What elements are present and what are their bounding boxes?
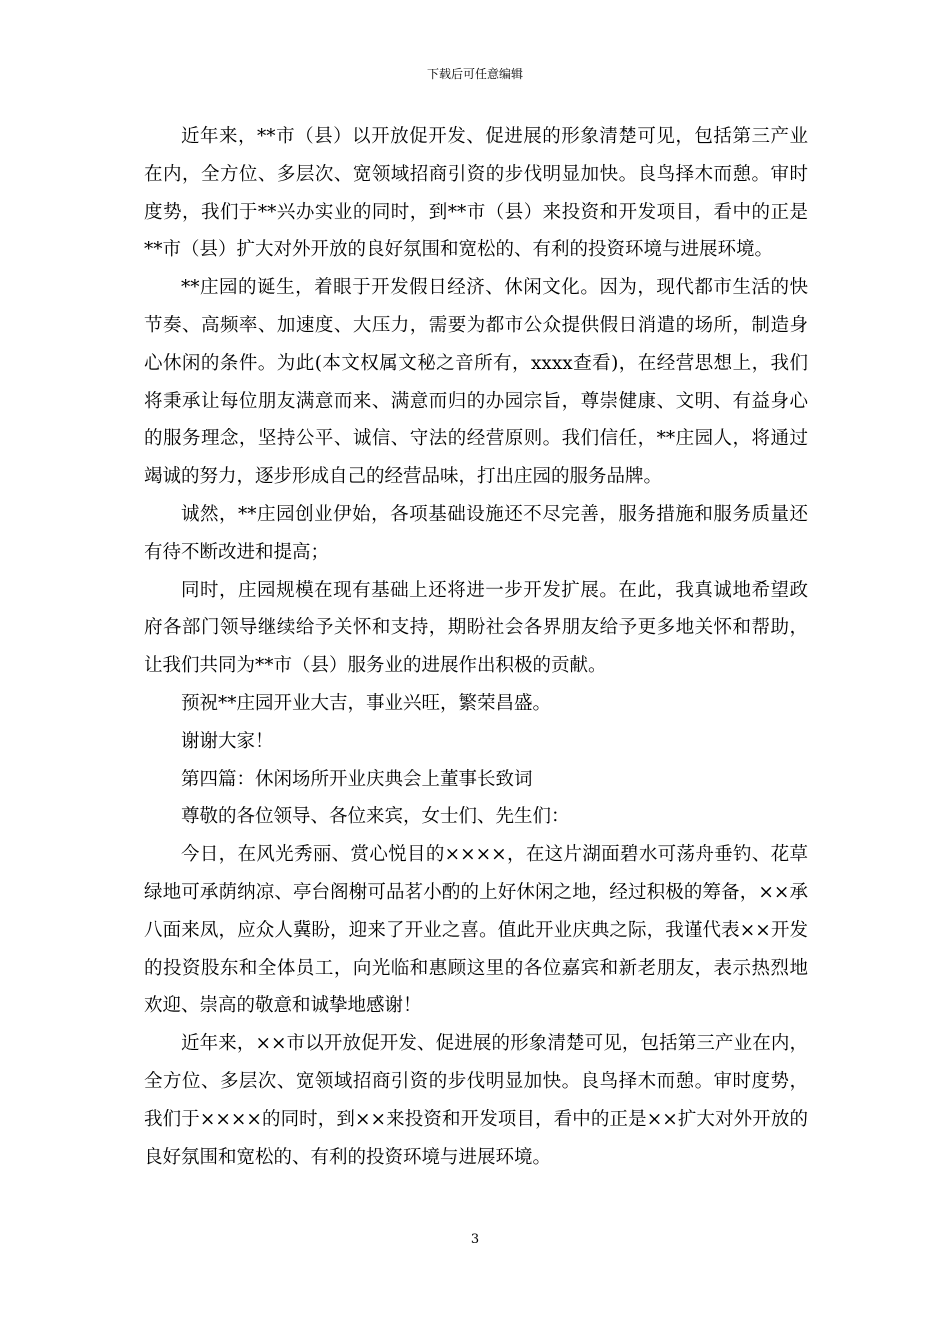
page-header: 下载后可任意编辑 <box>426 67 523 81</box>
paragraph: 预祝**庄园开业大吉，事业兴旺，繁荣昌盛。 <box>181 692 552 714</box>
page-number: 3 <box>470 1232 480 1247</box>
salutation: 尊敬的各位领导、各位来宾，女士们、先生们： <box>181 806 570 828</box>
paragraph: 诚然，**庄园创业伊始，各项基础设施还不尽完善，服务措施和服务质量还有待不断改进和提高； <box>144 503 808 563</box>
document-body <box>144 118 808 1176</box>
section-heading: 第四篇：休闲场所开业庆典会上董事长致词 <box>181 768 533 790</box>
paragraph: 近年来，**市（县）以开放促开发、促进展的形象清楚可见，包括第三产业在内，全方位、多层次、宽领域招商引资的步伐明显加快。良鸟择木而憩。审时度势，我们于**兴办实业的同时，到**市（县）来投资和开发项目，看中的正是**市（县）扩大对外开放的良好氛围和宽松的、有利的投资环境与进展环境。 <box>144 126 808 261</box>
paragraph: 同时，庄园规模在现有基础上还将进一步开发扩展。在此，我真诚地希望政府各部门领导继续给予关怀和支持，期盼社会各界朋友给予更多地关怀和帮助，让我们共同为**市（县）服务业的进展作出积极的贡献。 <box>144 579 808 677</box>
paragraph: 今日，在风光秀丽、赏心悦目的××××，在这片湖面碧水可荡舟垂钓、花草绿地可承荫纳凉、亭台阁榭可品茗小酌的上好休闲之地，经过积极的筹备，××承八面来凤，应众人冀盼，迎来了开业之喜。值此开业庆典之际，我谨代表××开发的投资股东和全体员工，向光临和惠顾这里的各位嘉宾和新老朋友，表示热烈地欢迎、崇高的敬意和诚挚地感谢！ <box>144 844 808 1017</box>
paragraph: 谢谢大家！ <box>181 730 274 752</box>
paragraph: 近年来，××市以开放促开发、促进展的形象清楚可见，包括第三产业在内，全方位、多层次、宽领域招商引资的步伐明显加快。良鸟择木而憩。审时度势，我们于××××的同时，到××来投资和开发项目，看中的正是××扩大对外开放的良好氛围和宽松的、有利的投资环境与进展环境。 <box>144 1033 808 1168</box>
paragraph: **庄园的诞生，着眼于开发假日经济、休闲文化。因为，现代都市生活的快节奏、高频率、加速度、大压力，需要为都市公众提供假日消遣的场所，制造身心休闲的条件。为此(本文权属文秘之音所有，xxxx查看)，在经营思想上，我们将秉承让每位朋友满意而来、满意而归的办园宗旨，尊崇健康、文明、有益身心的服务理念，坚持公平、诚信、守法的经营原则。我们信任，**庄园人，将通过竭诚的努力，逐步形成自己的经营品味，打出庄园的服务品牌。 <box>144 277 808 488</box>
